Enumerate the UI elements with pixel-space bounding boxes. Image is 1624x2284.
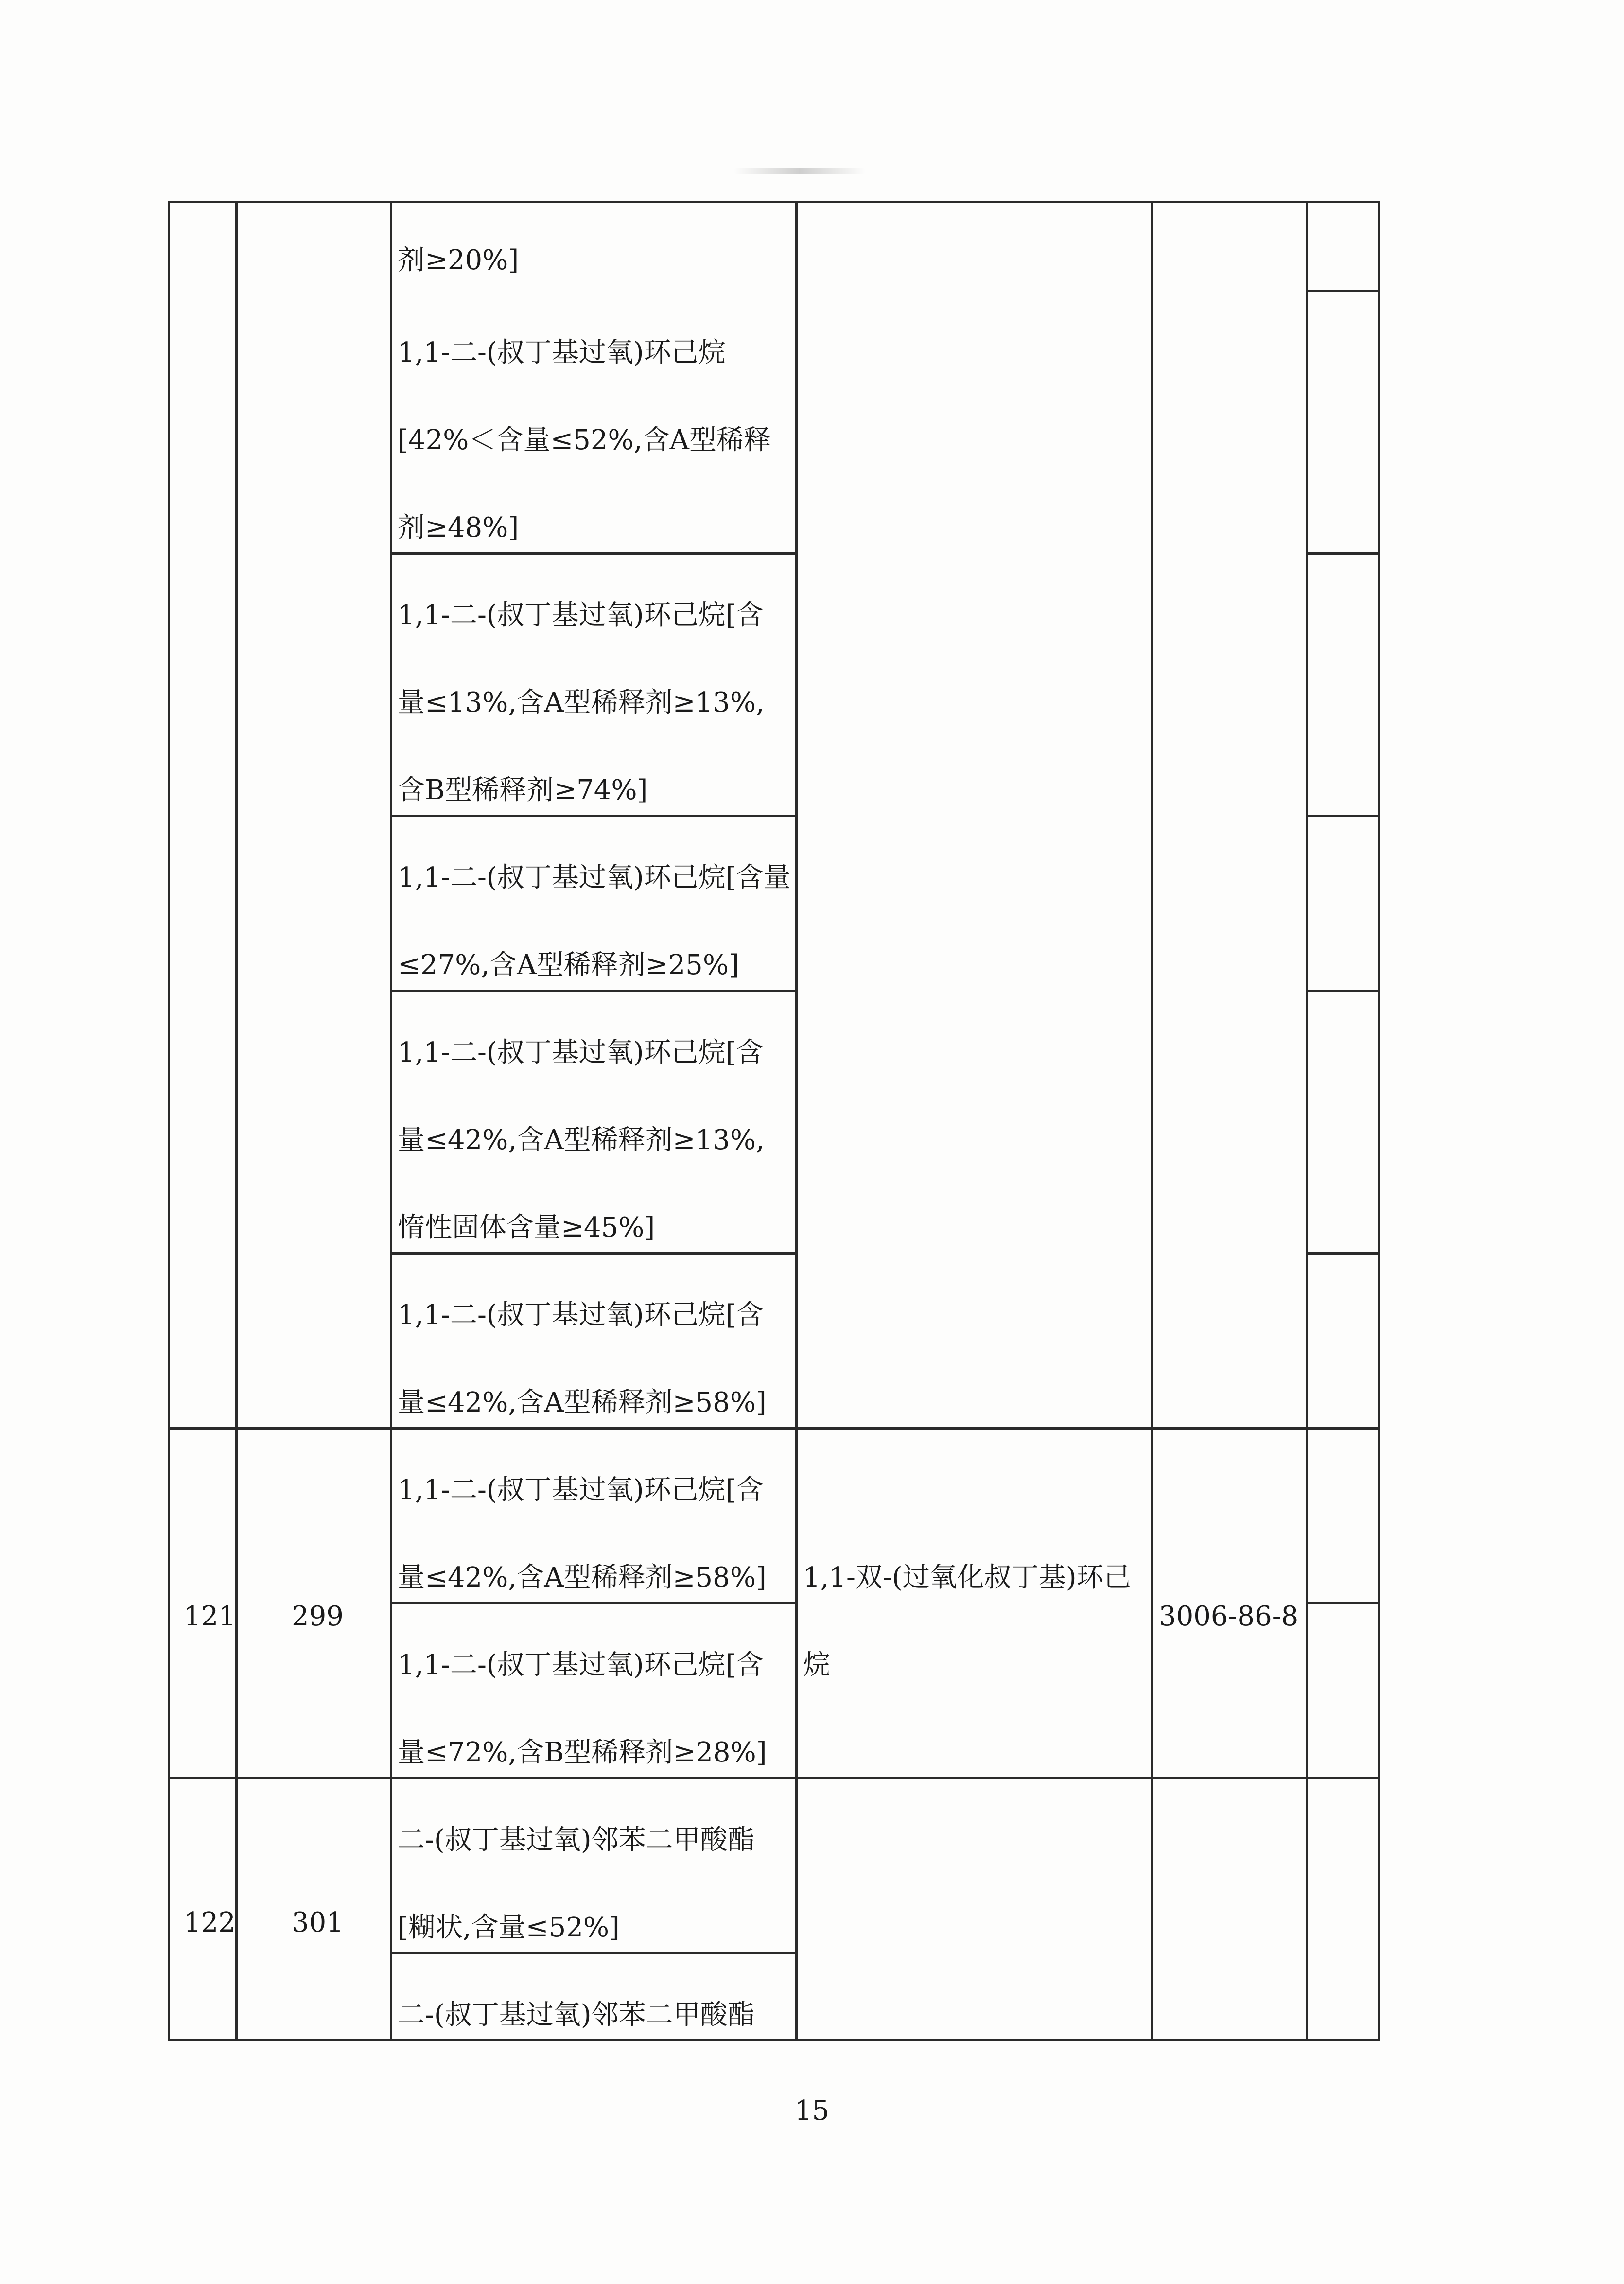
- description-line: 二-(叔丁基过氧)邻苯二甲酸酯: [398, 1824, 755, 1856]
- description-line: [糊状,含量≤52%]: [398, 1912, 620, 1943]
- catalog-code: 299: [292, 1601, 344, 1632]
- description-line: 1,1-二-(叔丁基过氧)环己烷[含: [398, 1037, 764, 1068]
- column-divider: [1306, 201, 1308, 2041]
- description-line: 二-(叔丁基过氧)邻苯二甲酸酯: [398, 1999, 755, 2031]
- seq-number: 122: [184, 1907, 236, 1938]
- cas-number: 3006-86-8: [1159, 1601, 1299, 1632]
- description-cell: [398, 1009, 796, 1272]
- description-cell: [398, 1796, 796, 1971]
- alias-line: 1,1-双-(过氧化叔丁基)环己: [803, 1562, 1131, 1593]
- column-divider: [1151, 201, 1153, 2041]
- column-divider: [390, 201, 392, 2041]
- description-line: 1,1-二-(叔丁基过氧)环己烷[含: [398, 599, 764, 631]
- description-line: 剂≥48%]: [398, 512, 519, 543]
- description-line: 1,1-二-(叔丁基过氧)环己烷[含: [398, 1649, 764, 1681]
- description-line: 量≤42%,含A型稀释剂≥58%]: [398, 1562, 767, 1593]
- description-cell: [398, 572, 796, 834]
- description-line: 1,1-二-(叔丁基过氧)环己烷[含: [398, 1474, 764, 1506]
- description-cell: [398, 1447, 796, 1621]
- description-line: 1,1-二-(叔丁基过氧)环己烷[含量: [398, 862, 791, 893]
- description-line: ≤27%,含A型稀释剂≥25%]: [398, 949, 739, 981]
- seq-number: 121: [184, 1601, 236, 1632]
- row-divider: [1306, 552, 1380, 555]
- alias-line: 烷: [803, 1649, 830, 1681]
- description-line: 量≤42%,含A型稀释剂≥58%]: [398, 1387, 767, 1418]
- row-divider: [1306, 1252, 1380, 1255]
- page-number: 15: [794, 2095, 830, 2127]
- table-border-left: [168, 201, 170, 2041]
- row-divider: [1306, 990, 1380, 992]
- description-cell: [398, 217, 796, 304]
- description-cell: [398, 1621, 796, 1796]
- row-divider: [1306, 815, 1380, 817]
- description-cell: [398, 1971, 796, 2059]
- description-line: 含B型稀释剂≥74%]: [398, 774, 648, 806]
- table-border-right: [1378, 201, 1380, 2041]
- description-line: 量≤13%,含A型稀释剂≥13%,: [398, 687, 765, 718]
- description-line: 1,1-二-(叔丁基过氧)环己烷: [398, 337, 726, 368]
- scan-smudge: [734, 168, 865, 174]
- alias-cell: [803, 1534, 1149, 1709]
- row-divider: [1306, 290, 1380, 292]
- description-cell: [398, 1272, 796, 1447]
- description-line: 惰性固体含量≥45%]: [398, 1212, 655, 1243]
- description-line: 1,1-二-(叔丁基过氧)环己烷[含: [398, 1299, 764, 1331]
- description-line: 量≤72%,含B型稀释剂≥28%]: [398, 1737, 767, 1768]
- catalog-code: 301: [292, 1907, 344, 1938]
- description-line: [42%＜含量≤52%,含A型稀释: [398, 424, 771, 456]
- description-line: 剂≥20%]: [398, 244, 519, 276]
- row-divider: [1306, 1602, 1380, 1604]
- description-cell: [398, 309, 796, 572]
- column-divider: [235, 201, 238, 2041]
- table-border-top: [168, 201, 1380, 203]
- description-line: 量≤42%,含A型稀释剂≥13%,: [398, 1124, 765, 1156]
- description-cell: [398, 834, 796, 1009]
